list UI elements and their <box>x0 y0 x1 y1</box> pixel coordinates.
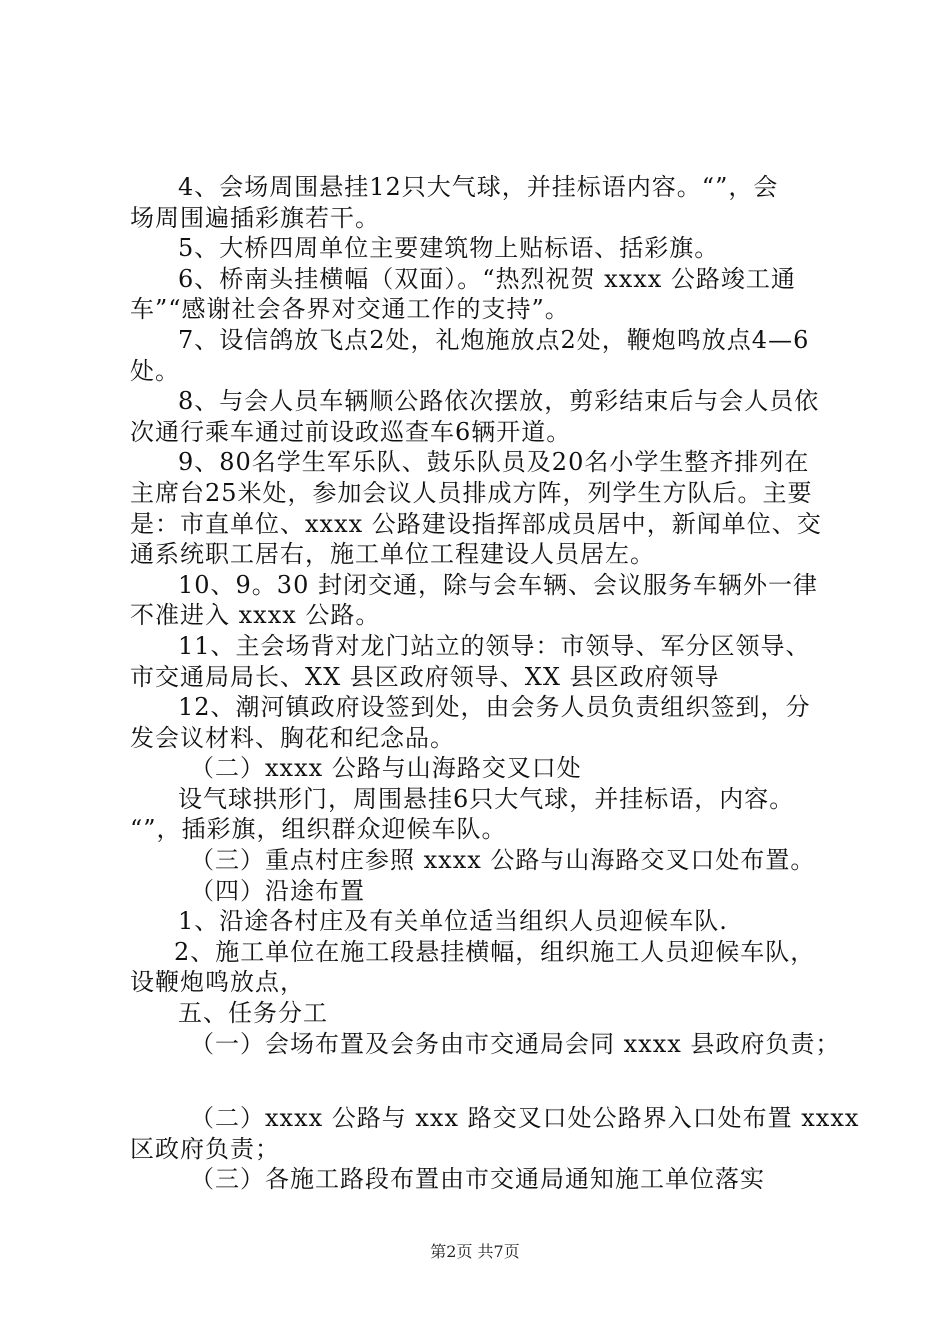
paragraph-line: 设鞭炮鸣放点， <box>130 968 305 997</box>
paragraph-line: 车”“感谢社会各界对交通工作的支持”。 <box>130 295 570 324</box>
document-body <box>130 172 860 1195</box>
paragraph-line: 8、与会人员车辆顺公路依次摆放，剪彩结束后与会人员依 <box>178 387 820 416</box>
paragraph-line: 次通行乘车通过前设政巡查车6辆开道。 <box>130 417 572 446</box>
blank-line <box>130 1059 830 1103</box>
paragraph-line: 4、会场周围悬挂12只大气球，并挂标语内容。“”，会 <box>178 173 779 201</box>
paragraph-line: 不准进入 xxxx 公路。 <box>130 601 381 630</box>
paragraph-line: （一）会场布置及会务由市交通局会同 xxxx 县政府负责； <box>190 1029 841 1058</box>
paragraph-line: 处。 <box>130 356 180 385</box>
paragraph-line: 6、桥南头挂横幅（双面）。“热烈祝贺 xxxx 公路竣工通 <box>178 264 796 293</box>
section-heading: 五、任务分工 <box>178 999 328 1028</box>
paragraph-line: 9、80名学生军乐队、鼓乐队员及20名小学生整齐排列在 <box>178 448 810 477</box>
paragraph-line: 通系统职工居右，施工单位工程建设人员居左。 <box>130 540 655 569</box>
paragraph-line: 区政府负责； <box>130 1134 280 1163</box>
paragraph-line: “”，插彩旗，组织群众迎候车队。 <box>130 815 507 844</box>
paragraph-line: （二）xxxx 公路与 xxx 路交叉口处公路界入口处布置 xxxx <box>190 1104 860 1133</box>
paragraph-line: 主席台25米处，参加会议人员排成方阵，列学生方队后。主要 <box>130 478 813 507</box>
section-heading: （四）沿途布置 <box>190 876 365 905</box>
section-heading: （二）xxxx 公路与山海路交叉口处 <box>190 754 582 783</box>
paragraph-line: 7、设信鸽放飞点2处，礼炮施放点2处，鞭炮鸣放点4—6 <box>178 325 810 354</box>
paragraph-line: 2、施工单位在施工段悬挂横幅，组织施工人员迎候车队， <box>174 937 816 966</box>
paragraph-line: 12、潮河镇政府设签到处，由会务人员负责组织签到，分 <box>178 693 811 722</box>
paragraph-line: 市交通局局长、XX 县区政府领导、XX 县区政府领导 <box>130 662 720 691</box>
section-heading: （三）重点村庄参照 xxxx 公路与山海路交叉口处布置。 <box>190 846 816 875</box>
paragraph-line: 是：市直单位、xxxx 公路建设指挥部成员居中，新闻单位、交 <box>130 509 822 538</box>
paragraph-line: 11、主会场背对龙门站立的领导：市领导、军分区领导、 <box>178 631 811 660</box>
paragraph-line: （三）各施工路段布置由市交通局通知施工单位落实 <box>190 1165 765 1194</box>
paragraph-line: 5、大桥四周单位主要建筑物上贴标语、括彩旗。 <box>178 234 720 263</box>
paragraph-line: 设气球拱形门，周围悬挂6只大气球，并挂标语，内容。 <box>178 784 795 813</box>
paragraph-line: 1、沿途各村庄及有关单位适当组织人员迎候车队. <box>178 907 728 936</box>
paragraph-line: 10、9。30 封闭交通，除与会车辆、会议服务车辆外一律 <box>178 570 818 599</box>
paragraph-line: 发会议材料、胸花和纪念品。 <box>130 723 455 752</box>
paragraph-line: 场周围遍插彩旗若干。 <box>130 203 380 232</box>
page-number-footer: 第2页 共7页 <box>430 1242 520 1261</box>
